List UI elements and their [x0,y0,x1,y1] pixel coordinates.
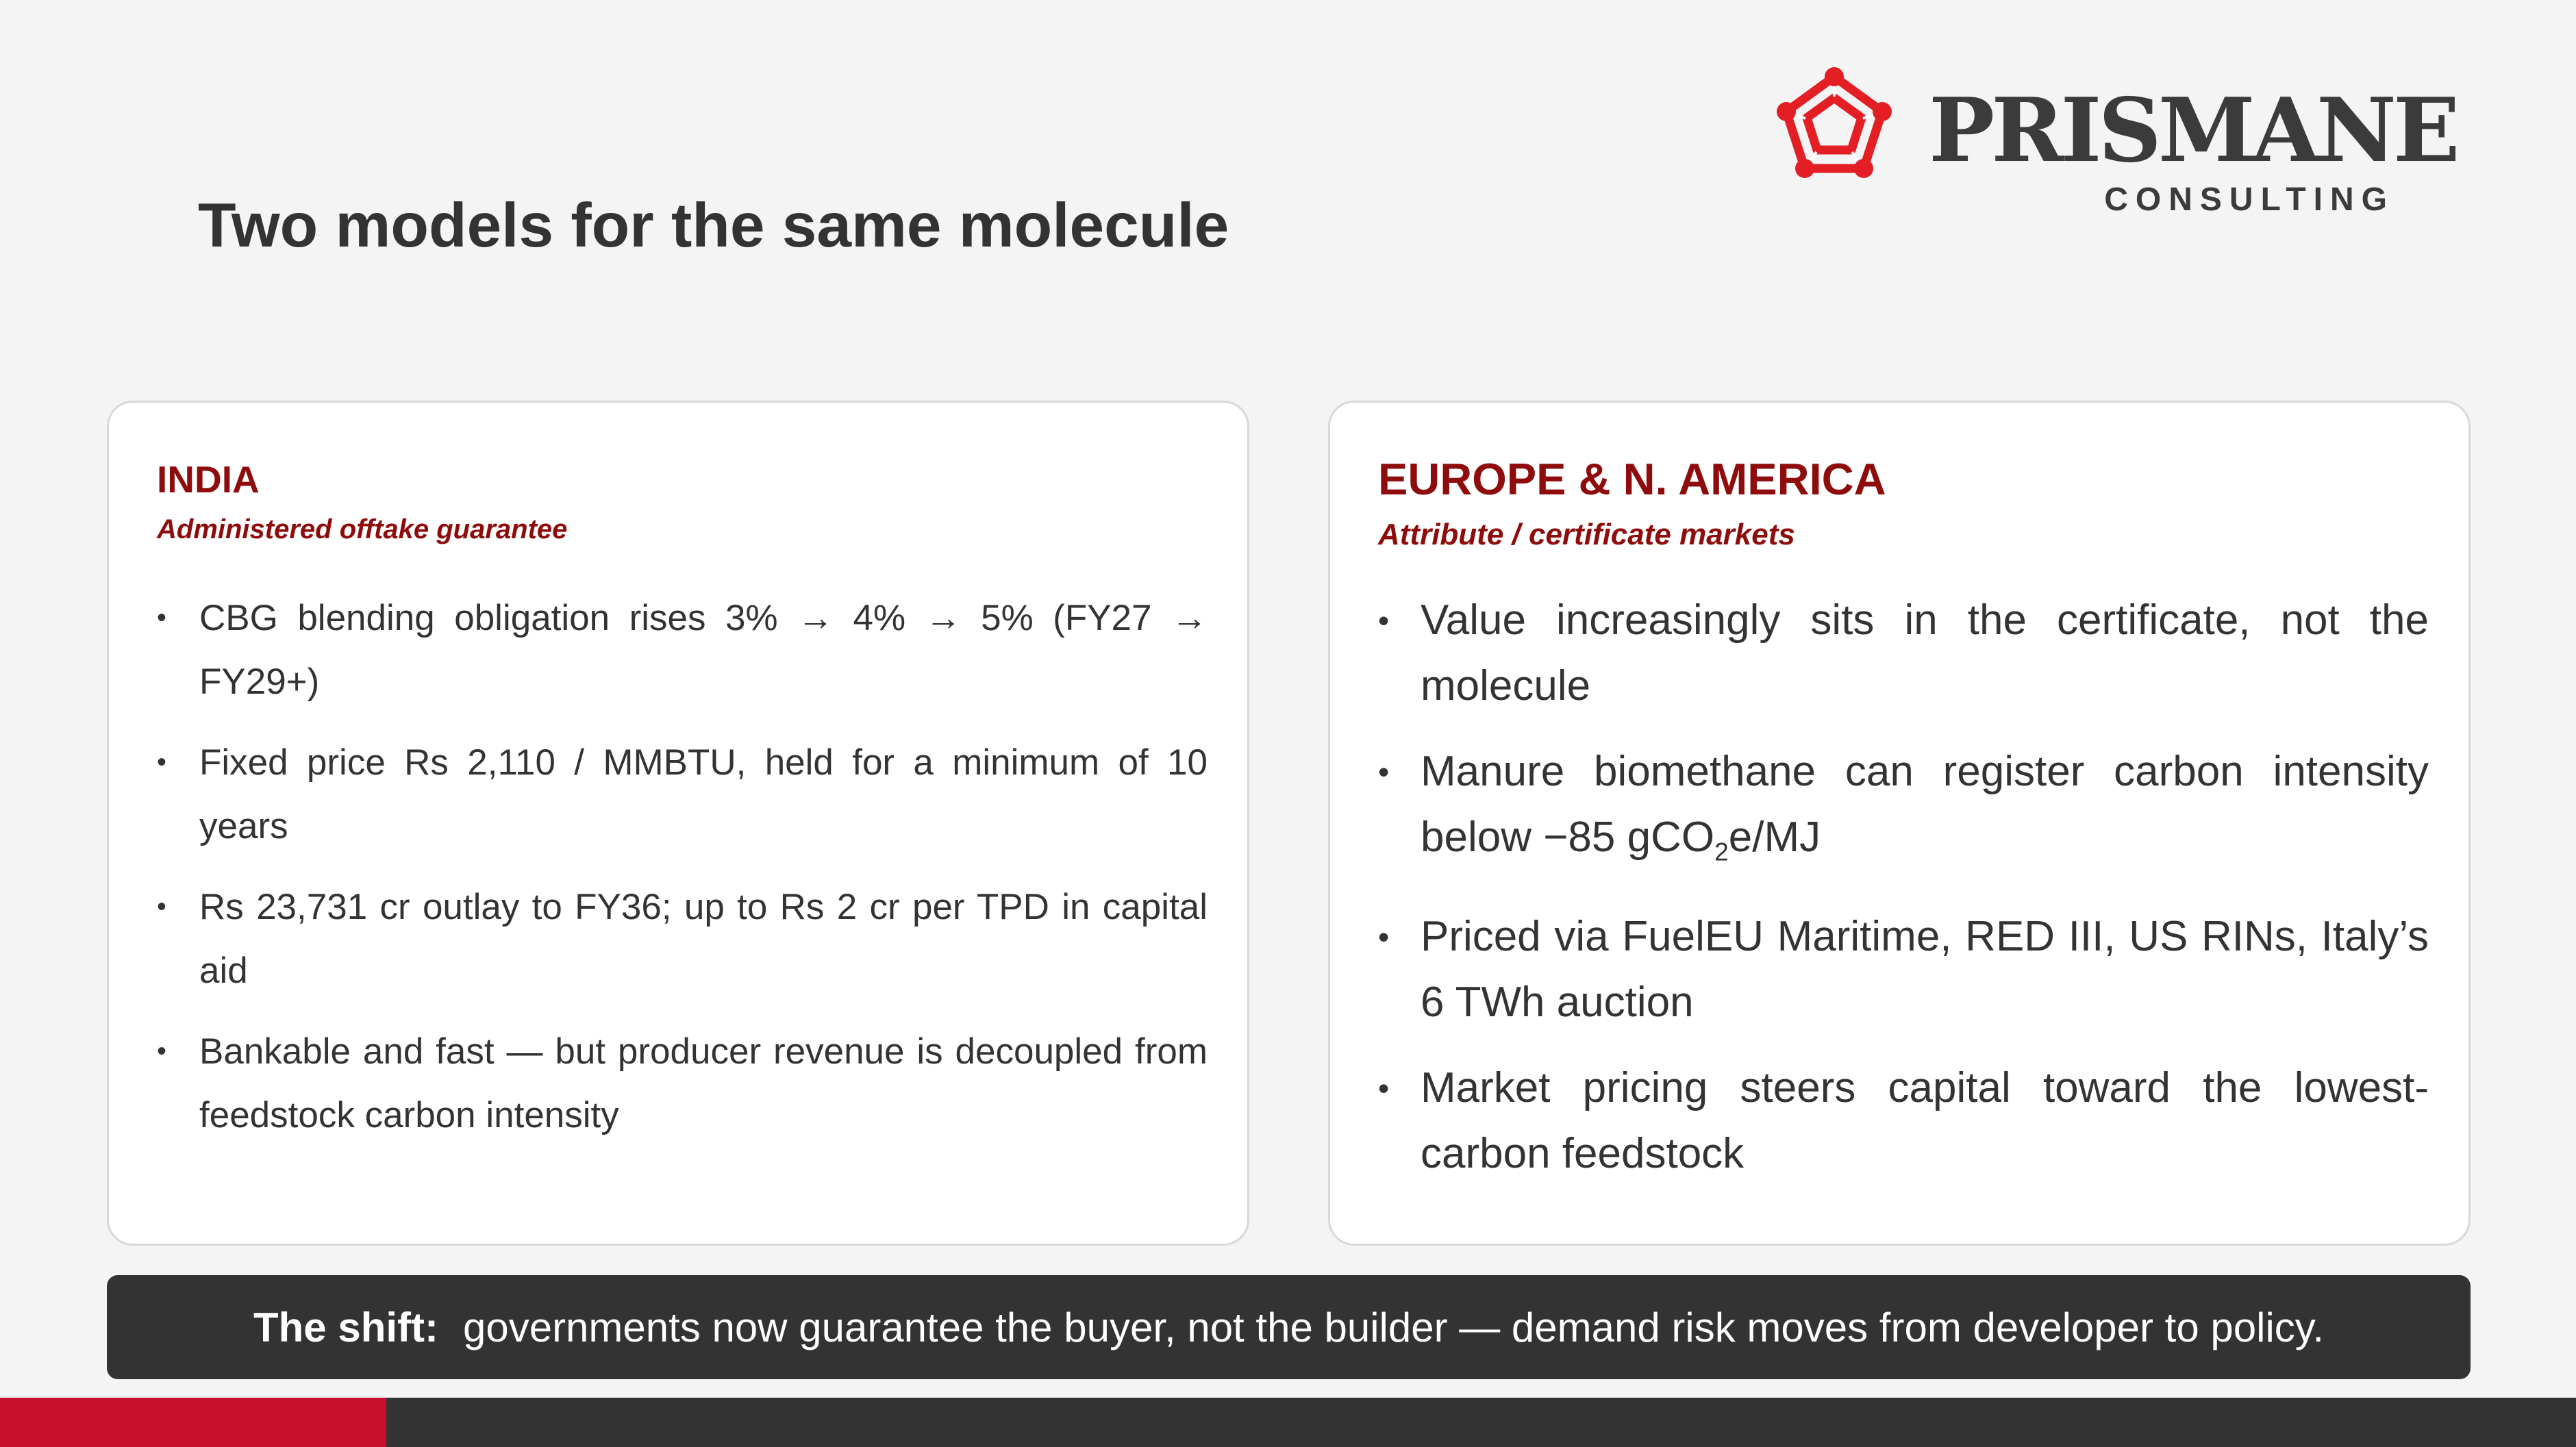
europe-bullet: • Value increasingly sits in the certificate, not the molecule [1378,588,2429,719]
india-bullet: • Bankable and fast — but producer revenue is decoupled from feedstock carbon intensity [157,1020,1208,1147]
europe-bullet-text: Manure biomethane can register carbon intensity below −85 gCO [1421,748,2429,861]
europe-bullet-list [1378,588,2429,1207]
europe-card-subtitle: Attribute / certificate markets [1378,518,1795,551]
banner-label: The shift: [253,1304,438,1350]
subscript-two: 2 [1714,837,1729,866]
europe-bullet: • Market pricing steers capital toward the lowest-carbon feedstock [1378,1055,2429,1187]
india-bullet: • Rs 23,731 cr outlay to FY36; up to Rs 2 cr per TPD in capital aid [157,875,1208,1003]
india-card [107,401,1249,1246]
logo-wordmark: PRISMANE [1929,79,2457,182]
europe-bullet: • Priced via FuelEU Maritime, RED III, US RINs, Italy’s 6 TWh auction [1378,904,2429,1035]
india-card-title: INDIA [157,458,260,501]
india-bullet: • CBG blending obligation rises 3% → 4% → 5% (FY27 → FY29+) [157,586,1208,714]
europe-card [1328,401,2471,1246]
key-takeaway-banner [107,1275,2471,1379]
footer-bar [386,1398,2576,1447]
banner-text: governments now guarantee the buyer, not the builder — demand risk moves from developer to policy. [462,1304,2324,1350]
india-card-subtitle: Administered offtake guarantee [157,514,568,544]
india-bullet-list [157,586,1208,1164]
pentagon-star-logo-icon [1773,66,1896,189]
europe-bullet [1378,739,2429,884]
slide-title: Two models for the same molecule [198,191,1229,260]
europe-card-title: EUROPE & N. AMERICA [1378,454,1886,504]
company-logo [1773,66,2457,230]
europe-bullet-unit: e/MJ [1728,814,1821,861]
footer-accent-bar [0,1398,386,1447]
india-bullet: • Fixed price Rs 2,110 / MMBTU, held for a minimum of 10 years [157,731,1208,858]
logo-tagline: CONSULTING [2104,181,2394,218]
